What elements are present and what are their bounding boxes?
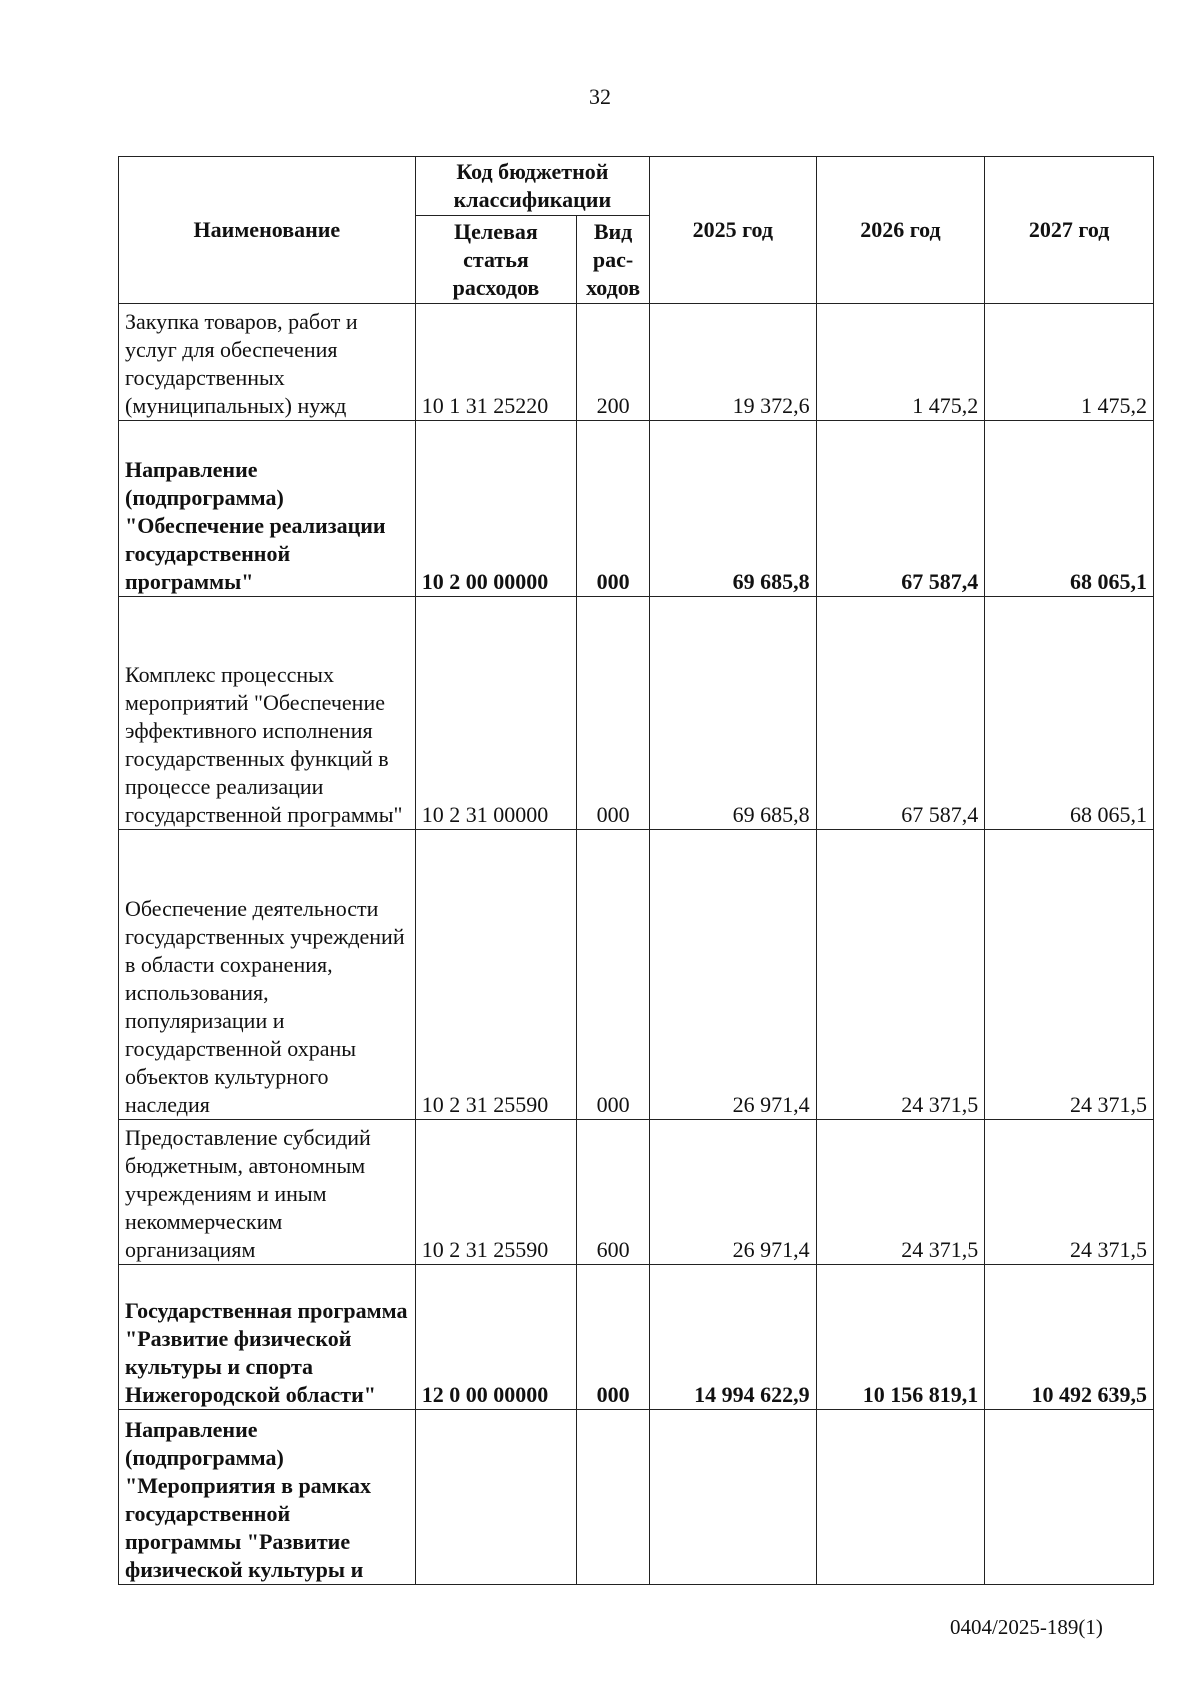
table-row xyxy=(119,1265,1154,1410)
row-code xyxy=(415,1410,576,1585)
row-vid: 600 xyxy=(577,1120,650,1265)
row-name: Предоставление субсидий бюджетным, автономным учреждениям и иным некоммерческим организациям xyxy=(119,1120,416,1265)
row-vid: 000 xyxy=(577,1265,650,1410)
row-2025: 19 372,6 xyxy=(650,304,817,421)
row-code: 10 2 31 00000 xyxy=(415,597,576,830)
row-2025: 26 971,4 xyxy=(650,1120,817,1265)
row-2025: 69 685,8 xyxy=(650,597,817,830)
page-number: 32 xyxy=(589,84,611,109)
row-vid: 200 xyxy=(577,304,650,421)
row-2026: 67 587,4 xyxy=(816,597,985,830)
header-target-article: Целевая статья расходов xyxy=(415,216,576,304)
row-name: Государственная программа "Развитие физической культуры и спорта Нижегородской области" xyxy=(119,1265,416,1410)
row-2026: 24 371,5 xyxy=(816,1120,985,1265)
table-row xyxy=(119,830,1154,1120)
row-2027: 1 475,2 xyxy=(985,304,1154,421)
row-2027: 68 065,1 xyxy=(985,421,1154,597)
row-name: Закупка товаров, работ и услуг для обеспечения государственных (муниципальных) нужд xyxy=(119,304,416,421)
row-name: Комплекс процессных мероприятий "Обеспечение эффективного исполнения государственных функций в процессе реализации государственной программы" xyxy=(119,597,416,830)
row-name: Направление (подпрограмма) "Обеспечение реализации государственной программы" xyxy=(119,421,416,597)
table-row xyxy=(119,304,1154,421)
row-2026: 1 475,2 xyxy=(816,304,985,421)
header-2027: 2027 год xyxy=(985,157,1154,304)
row-2025 xyxy=(650,1410,817,1585)
row-2026: 10 156 819,1 xyxy=(816,1265,985,1410)
header-2025: 2025 год xyxy=(650,157,817,304)
row-code: 10 2 00 00000 xyxy=(415,421,576,597)
row-2027: 24 371,5 xyxy=(985,1120,1154,1265)
header-name: Наименование xyxy=(119,157,416,304)
row-2025: 14 994 622,9 xyxy=(650,1265,817,1410)
row-vid: 000 xyxy=(577,597,650,830)
table-row xyxy=(119,421,1154,597)
table-row xyxy=(119,1410,1154,1585)
row-code: 10 2 31 25590 xyxy=(415,830,576,1120)
row-code: 12 0 00 00000 xyxy=(415,1265,576,1410)
row-2026: 67 587,4 xyxy=(816,421,985,597)
row-2027: 68 065,1 xyxy=(985,597,1154,830)
row-2027: 10 492 639,5 xyxy=(985,1265,1154,1410)
row-vid: 000 xyxy=(577,421,650,597)
row-name: Направление (подпрограмма) "Мероприятия в рамках государственной программы "Развитие физической культуры и xyxy=(119,1410,416,1585)
table-row xyxy=(119,597,1154,830)
row-2025: 26 971,4 xyxy=(650,830,817,1120)
row-name: Обеспечение деятельности государственных учреждений в области сохранения, использования, популяризации и государственной охраны объектов культурного наследия xyxy=(119,830,416,1120)
row-2025: 69 685,8 xyxy=(650,421,817,597)
row-code: 10 1 31 25220 xyxy=(415,304,576,421)
row-vid: 000 xyxy=(577,830,650,1120)
row-2026 xyxy=(816,1410,985,1585)
table-row xyxy=(119,1120,1154,1265)
row-2027 xyxy=(985,1410,1154,1585)
row-code: 10 2 31 25590 xyxy=(415,1120,576,1265)
row-2026: 24 371,5 xyxy=(816,830,985,1120)
header-expense-type: Вид рас-ходов xyxy=(577,216,650,304)
budget-table xyxy=(118,156,1154,1585)
row-vid xyxy=(577,1410,650,1585)
header-budget-code-group: Код бюджетной классификации xyxy=(415,157,649,216)
row-2027: 24 371,5 xyxy=(985,830,1154,1120)
header-2026: 2026 год xyxy=(816,157,985,304)
document-code: 0404/2025-189(1) xyxy=(950,1615,1103,1639)
